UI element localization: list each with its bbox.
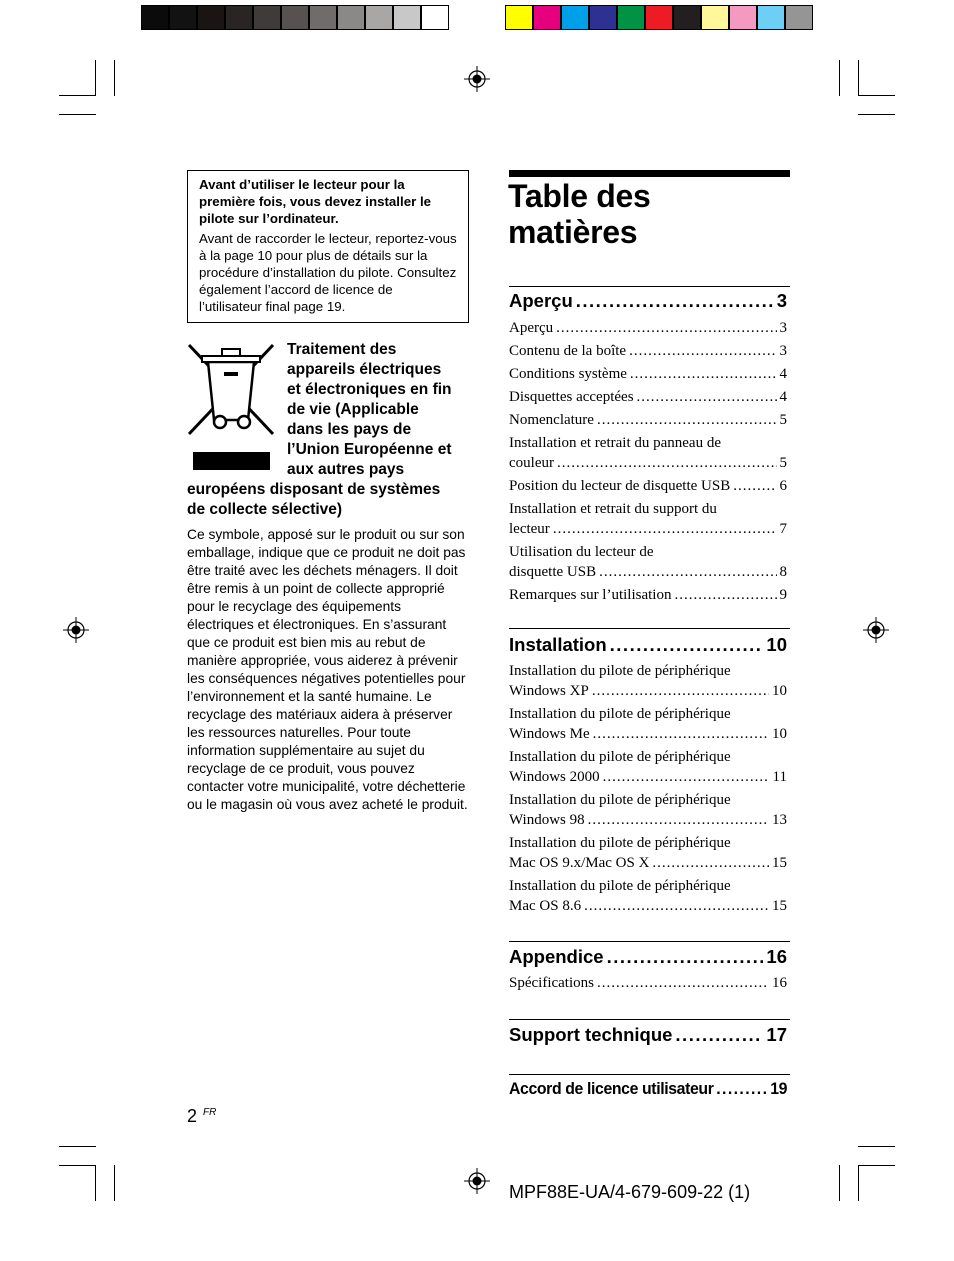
gray-swatch <box>393 5 421 30</box>
toc-entry[interactable] <box>509 318 787 338</box>
toc-entry-page: 5 <box>779 412 787 428</box>
toc-entry-page: 13 <box>772 812 787 828</box>
toc-section-title: Aperçu <box>509 290 573 311</box>
color-swatch <box>757 5 785 30</box>
toc-entry[interactable] <box>509 542 787 582</box>
toc-section-title: Appendice <box>509 946 604 967</box>
weee-body-text: Ce symbole, apposé sur le produit ou sur son emballage, indique que ce produit ne doit pas être traité avec les déchets ménagers. Il doit être remis à un point de collecte approprié pour le recyclage des équipements électriques et électroniques. En s’assurant que ce produit est bien mis au rebut de manière appropriée, vous aiderez à prévenir les conséquences négatives potentielles pour l’environnement et la santé humaine. Le recyclage des matériaux aidera à préserver les ressources naturelles. Pour toute information supplémentaire au sujet du recyclage de ce produit, vous pouvez contacter votre municipalité, votre déchetterie ou le magasin où vous avez acheté le produit. <box>187 527 468 812</box>
notice-bold-text: Avant d’utiliser le lecteur pour la première fois, vous devez installer le pilote sur l’ordinateur. <box>199 177 432 226</box>
registration-target-icon <box>63 617 89 643</box>
toc-title <box>508 178 651 250</box>
color-swatch <box>673 5 701 30</box>
registration-target-icon <box>464 66 490 92</box>
toc-entry-page: 16 <box>772 975 787 991</box>
toc-entry-text: Contenu de la boîte <box>509 343 627 359</box>
weee-title-line: de collecte sélective) <box>187 501 343 518</box>
gray-swatch <box>337 5 365 30</box>
dot-leader <box>599 562 776 582</box>
toc-section-page: 3 <box>776 290 787 311</box>
dot-leader <box>603 767 770 787</box>
toc-entry[interactable] <box>509 661 787 701</box>
page-language-code: FR <box>203 1107 217 1118</box>
section-divider <box>509 1019 790 1020</box>
page-number <box>187 1106 216 1127</box>
weee-title-line: l’Union Européenne et <box>287 441 452 458</box>
gray-swatch <box>197 5 225 30</box>
toc-entry-page: 4 <box>779 366 787 382</box>
color-swatch <box>701 5 729 30</box>
weee-title-line: aux autres pays <box>287 461 405 478</box>
toc-entry-text: Nomenclature <box>509 412 594 428</box>
dot-leader <box>674 585 776 605</box>
toc-entry-text: Windows Me <box>509 726 590 742</box>
dot-leader <box>733 476 776 496</box>
toc-entry-text: lecteur <box>509 521 550 537</box>
dot-leader <box>592 681 769 701</box>
toc-section-page: 19 <box>770 1079 788 1098</box>
toc-entry-text: Mac OS 8.6 <box>509 898 582 914</box>
dot-leader <box>557 453 777 473</box>
toc-title-line: matières <box>508 214 638 250</box>
toc-entry-text: Windows XP <box>509 683 589 699</box>
toc-entry-text: couleur <box>509 455 554 471</box>
dot-leader <box>637 387 777 407</box>
driver-notice-box <box>187 170 469 323</box>
toc-entry-text: Remarques sur l’utilisation <box>509 587 672 603</box>
toc-entry-text: Disquettes acceptées <box>509 389 634 405</box>
dot-leader <box>576 290 774 312</box>
toc-entry-text: Installation et retrait du support du <box>509 501 717 517</box>
toc-entry[interactable] <box>509 499 787 539</box>
toc-section-heading[interactable] <box>509 1079 787 1099</box>
weee-title-line: Traitement des <box>287 341 397 358</box>
toc-entry-page: 5 <box>779 455 787 471</box>
toc-entry-text: Installation du pilote de périphérique <box>509 835 731 851</box>
toc-entry[interactable] <box>509 704 787 744</box>
dot-leader <box>556 318 776 338</box>
toc-entry-page: 4 <box>779 389 787 405</box>
weee-title-continued <box>187 480 477 520</box>
dot-leader <box>629 341 776 361</box>
toc-entry-text: Installation du pilote de périphérique <box>509 878 731 894</box>
toc-entry-text: Installation du pilote de périphérique <box>509 749 731 765</box>
dot-leader <box>610 634 764 656</box>
toc-entry[interactable] <box>509 790 787 830</box>
gray-swatch <box>281 5 309 30</box>
toc-entry-text: Installation et retrait du panneau de <box>509 435 721 451</box>
toc-entry[interactable] <box>509 341 787 361</box>
weee-title-line: et électroniques en fin <box>287 381 452 398</box>
toc-entry-page: 8 <box>779 564 787 580</box>
toc-entry[interactable] <box>509 585 787 605</box>
toc-section-heading[interactable] <box>509 1024 787 1046</box>
dot-leader <box>597 973 769 993</box>
toc-entry-page: 3 <box>779 320 787 336</box>
toc-entry-text: Spécifications <box>509 975 594 991</box>
toc-entry-text: Installation du pilote de périphérique <box>509 663 731 679</box>
dot-leader <box>630 364 777 384</box>
toc-entry-text: Installation du pilote de périphérique <box>509 792 731 808</box>
dot-leader <box>553 519 777 539</box>
dot-leader <box>593 724 769 744</box>
toc-section-title: Accord de licence utilisateur <box>509 1079 714 1098</box>
color-swatch <box>785 5 813 30</box>
gray-swatch <box>309 5 337 30</box>
toc-entry[interactable] <box>509 876 787 916</box>
toc-entry-text: disquette USB <box>509 564 597 580</box>
toc-entry-page: 3 <box>779 343 787 359</box>
toc-top-bar <box>509 170 790 177</box>
weee-title <box>287 340 477 480</box>
toc-entry-text: Position du lecteur de disquette USB <box>509 478 731 494</box>
toc-entry-page: 15 <box>772 898 787 914</box>
toc-section-title: Installation <box>509 634 607 655</box>
section-divider <box>509 941 790 942</box>
weee-title-line: européens disposant de systèmes <box>187 481 441 498</box>
document-code: MPF88E-UA/4-679-609-22 (1) <box>509 1182 751 1202</box>
dot-leader <box>607 946 764 968</box>
toc-section-heading[interactable] <box>509 634 787 656</box>
toc-entry[interactable] <box>509 973 787 993</box>
registration-target-icon <box>464 1168 490 1194</box>
toc-section-heading[interactable] <box>509 946 787 968</box>
gray-swatch <box>225 5 253 30</box>
toc-section-heading[interactable] <box>509 290 787 312</box>
dot-leader <box>584 896 769 916</box>
toc-entry-text: Aperçu <box>509 320 554 336</box>
weee-title-line: dans les pays de <box>287 421 412 438</box>
dot-leader <box>716 1079 767 1099</box>
notice-body-text: Avant de raccorder le lecteur, reportez-vous à la page 10 pour plus de détails sur la procédure d’installation du pilote. Consultez également l’accord de licence de l’utilisateur final page 19. <box>199 231 457 314</box>
toc-entry-page: 11 <box>772 769 787 785</box>
toc-entry[interactable] <box>509 747 787 787</box>
toc-entry-page: 10 <box>772 726 787 742</box>
toc-title-line: Table des <box>508 178 651 214</box>
toc-entry[interactable] <box>509 364 787 384</box>
toc-entry-page: 6 <box>779 478 787 494</box>
toc-entry-text: Utilisation du lecteur de <box>509 544 654 560</box>
crossed-out-wheelie-bin-icon <box>186 342 276 472</box>
color-swatch <box>645 5 673 30</box>
toc-section-page: 17 <box>766 1024 787 1045</box>
toc-entry-page: 15 <box>772 855 787 871</box>
toc-entry[interactable] <box>509 476 787 496</box>
weee-title-line: de vie (Applicable <box>287 401 419 418</box>
toc-entry-page: 10 <box>772 683 787 699</box>
color-swatch <box>617 5 645 30</box>
registration-target-icon <box>863 617 889 643</box>
toc-entry[interactable] <box>509 833 787 873</box>
toc-section-title: Support technique <box>509 1024 673 1045</box>
color-swatch <box>729 5 757 30</box>
gray-swatch <box>169 5 197 30</box>
dot-leader <box>652 853 769 873</box>
toc-entry[interactable] <box>509 387 787 407</box>
section-divider <box>509 1074 790 1075</box>
color-swatch <box>533 5 561 30</box>
toc-entry[interactable] <box>509 433 787 473</box>
gray-swatch <box>253 5 281 30</box>
dot-leader <box>675 1024 763 1046</box>
dot-leader <box>588 810 769 830</box>
dot-leader <box>597 410 777 430</box>
toc-entry-text: Mac OS 9.x/Mac OS X <box>509 855 650 871</box>
toc-entry[interactable] <box>509 410 787 430</box>
page-number-value: 2 <box>187 1106 198 1126</box>
section-divider <box>509 286 790 287</box>
toc-section-page: 16 <box>766 946 787 967</box>
toc-section-page: 10 <box>766 634 787 655</box>
color-swatch <box>589 5 617 30</box>
toc-entry-page: 9 <box>779 587 787 603</box>
weee-title-line: appareils électriques <box>287 361 442 378</box>
section-divider <box>509 628 790 629</box>
gray-swatch <box>141 5 169 30</box>
color-swatch <box>505 5 533 30</box>
toc-entry-text: Windows 2000 <box>509 769 600 785</box>
gray-swatch <box>365 5 393 30</box>
toc-entry-text: Conditions système <box>509 366 627 382</box>
toc-entry-page: 7 <box>779 521 787 537</box>
toc-entry-text: Windows 98 <box>509 812 585 828</box>
toc-entry-text: Installation du pilote de périphérique <box>509 706 731 722</box>
color-swatch <box>561 5 589 30</box>
gray-swatch <box>421 5 449 30</box>
